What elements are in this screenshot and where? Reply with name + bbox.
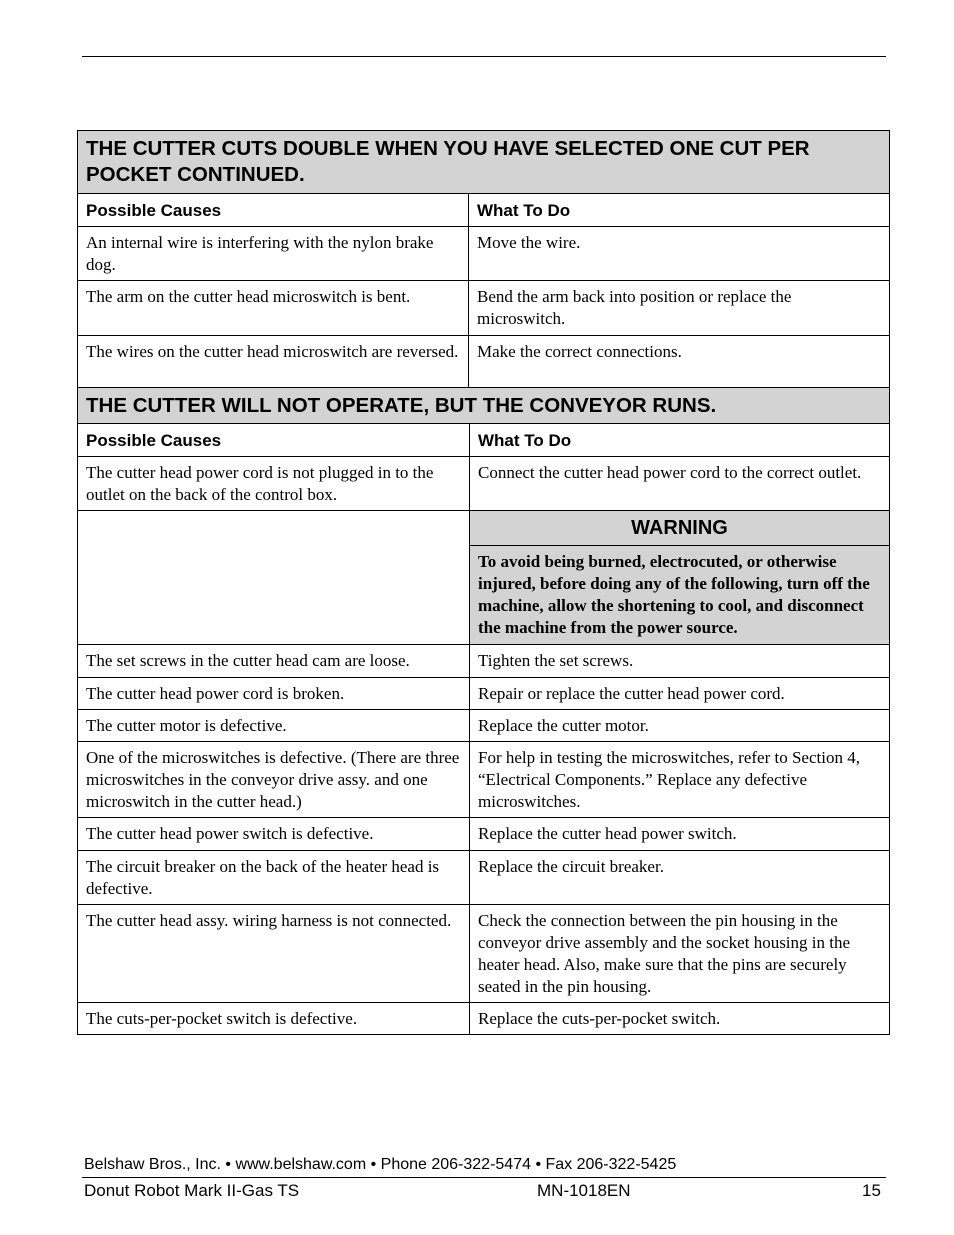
table-row [78, 281, 889, 336]
todo-cell: Connect the cutter head power cord to the correct outlet. [478, 463, 862, 482]
table-row [78, 905, 889, 1003]
table-row [78, 457, 889, 511]
todo-cell: For help in testing the microswitches, refer to Section 4, “Electrical Components.” Replace any defective microswitches. [478, 748, 860, 811]
table-row [78, 1003, 889, 1034]
table-row [78, 336, 889, 390]
table-row [78, 645, 889, 678]
todo-cell: Make the correct connections. [477, 342, 682, 361]
todo-cell: Replace the cutter head power switch. [478, 824, 737, 843]
todo-cell: Replace the circuit breaker. [478, 857, 664, 876]
footer-rule [82, 1177, 886, 1178]
table-row [78, 818, 889, 851]
cause-cell: The cutter head power cord is not plugged in to the outlet on the back of the control box. [78, 457, 470, 510]
cause-cell: The cutter motor is defective. [78, 710, 470, 741]
header-rule [82, 56, 886, 57]
footer-page-number: 15 [862, 1181, 881, 1200]
cause-cell: The arm on the cutter head microswitch is bent. [78, 281, 469, 335]
table-row [78, 678, 889, 710]
empty-cell [78, 511, 470, 644]
warning-row [78, 511, 889, 645]
column-header-todo: What To Do [477, 201, 571, 220]
table-header-row [78, 424, 889, 457]
todo-cell: Replace the cutter motor. [478, 716, 649, 735]
cause-cell: The cutter head power switch is defective. [78, 818, 470, 850]
todo-cell: Tighten the set screws. [478, 651, 634, 670]
todo-cell: Replace the cuts-per-pocket switch. [478, 1009, 721, 1028]
todo-cell: Bend the arm back into position or replace the microswitch. [477, 287, 792, 328]
column-header-todo: What To Do [478, 431, 572, 450]
todo-cell: Check the connection between the pin housing in the conveyor drive assembly and the socket housing in the heater head. Also, make sure that the pins are securely seated in the pin housing. [478, 911, 851, 996]
cause-cell: The set screws in the cutter head cam are loose. [78, 645, 470, 677]
todo-cell: Move the wire. [477, 233, 581, 252]
cause-cell: The circuit breaker on the back of the heater head is defective. [78, 851, 470, 904]
cause-cell: The cutter head power cord is broken. [78, 678, 470, 709]
warning-text: To avoid being burned, electrocuted, or otherwise injured, before doing any of the following, turn off the machine, allow the shortening to cool, and disconnect the machine from the power source. [470, 546, 889, 644]
table-row [78, 710, 889, 742]
todo-cell: Repair or replace the cutter head power cord. [478, 684, 785, 703]
table-header-row [78, 194, 889, 227]
footer-product-name: Donut Robot Mark II-Gas TS [84, 1181, 300, 1200]
table-row [78, 227, 889, 281]
cause-cell: The cutter head assy. wiring harness is not connected. [78, 905, 470, 1002]
cause-cell: The wires on the cutter head microswitch are reversed. [78, 336, 469, 390]
table-row [78, 742, 889, 818]
cause-cell: The cuts-per-pocket switch is defective. [78, 1003, 470, 1034]
footer-document-number: MN-1018EN [537, 1181, 631, 1200]
warning-box [470, 511, 889, 644]
column-header-causes: Possible Causes [78, 194, 469, 226]
table-row [78, 851, 889, 905]
footer-contact: Belshaw Bros., Inc. • www.belshaw.com • Phone 206-322-5474 • Fax 206-322-5425 [84, 1156, 677, 1173]
column-header-causes: Possible Causes [78, 424, 470, 456]
troubleshooting-table-double-cut [77, 130, 890, 391]
troubleshooting-table-cutter-not-operating [77, 387, 890, 1035]
warning-title: WARNING [470, 511, 889, 546]
cause-cell: One of the microswitches is defective. (There are three microswitches in the conveyor drive assy. and one microswitch in the cutter head.) [78, 742, 470, 817]
section-title: THE CUTTER WILL NOT OPERATE, BUT THE CONVEYOR RUNS. [78, 388, 889, 424]
cause-cell: An internal wire is interfering with the nylon brake dog. [78, 227, 469, 280]
section-title: THE CUTTER CUTS DOUBLE WHEN YOU HAVE SELECTED ONE CUT PER POCKET CONTINUED. [78, 131, 889, 194]
